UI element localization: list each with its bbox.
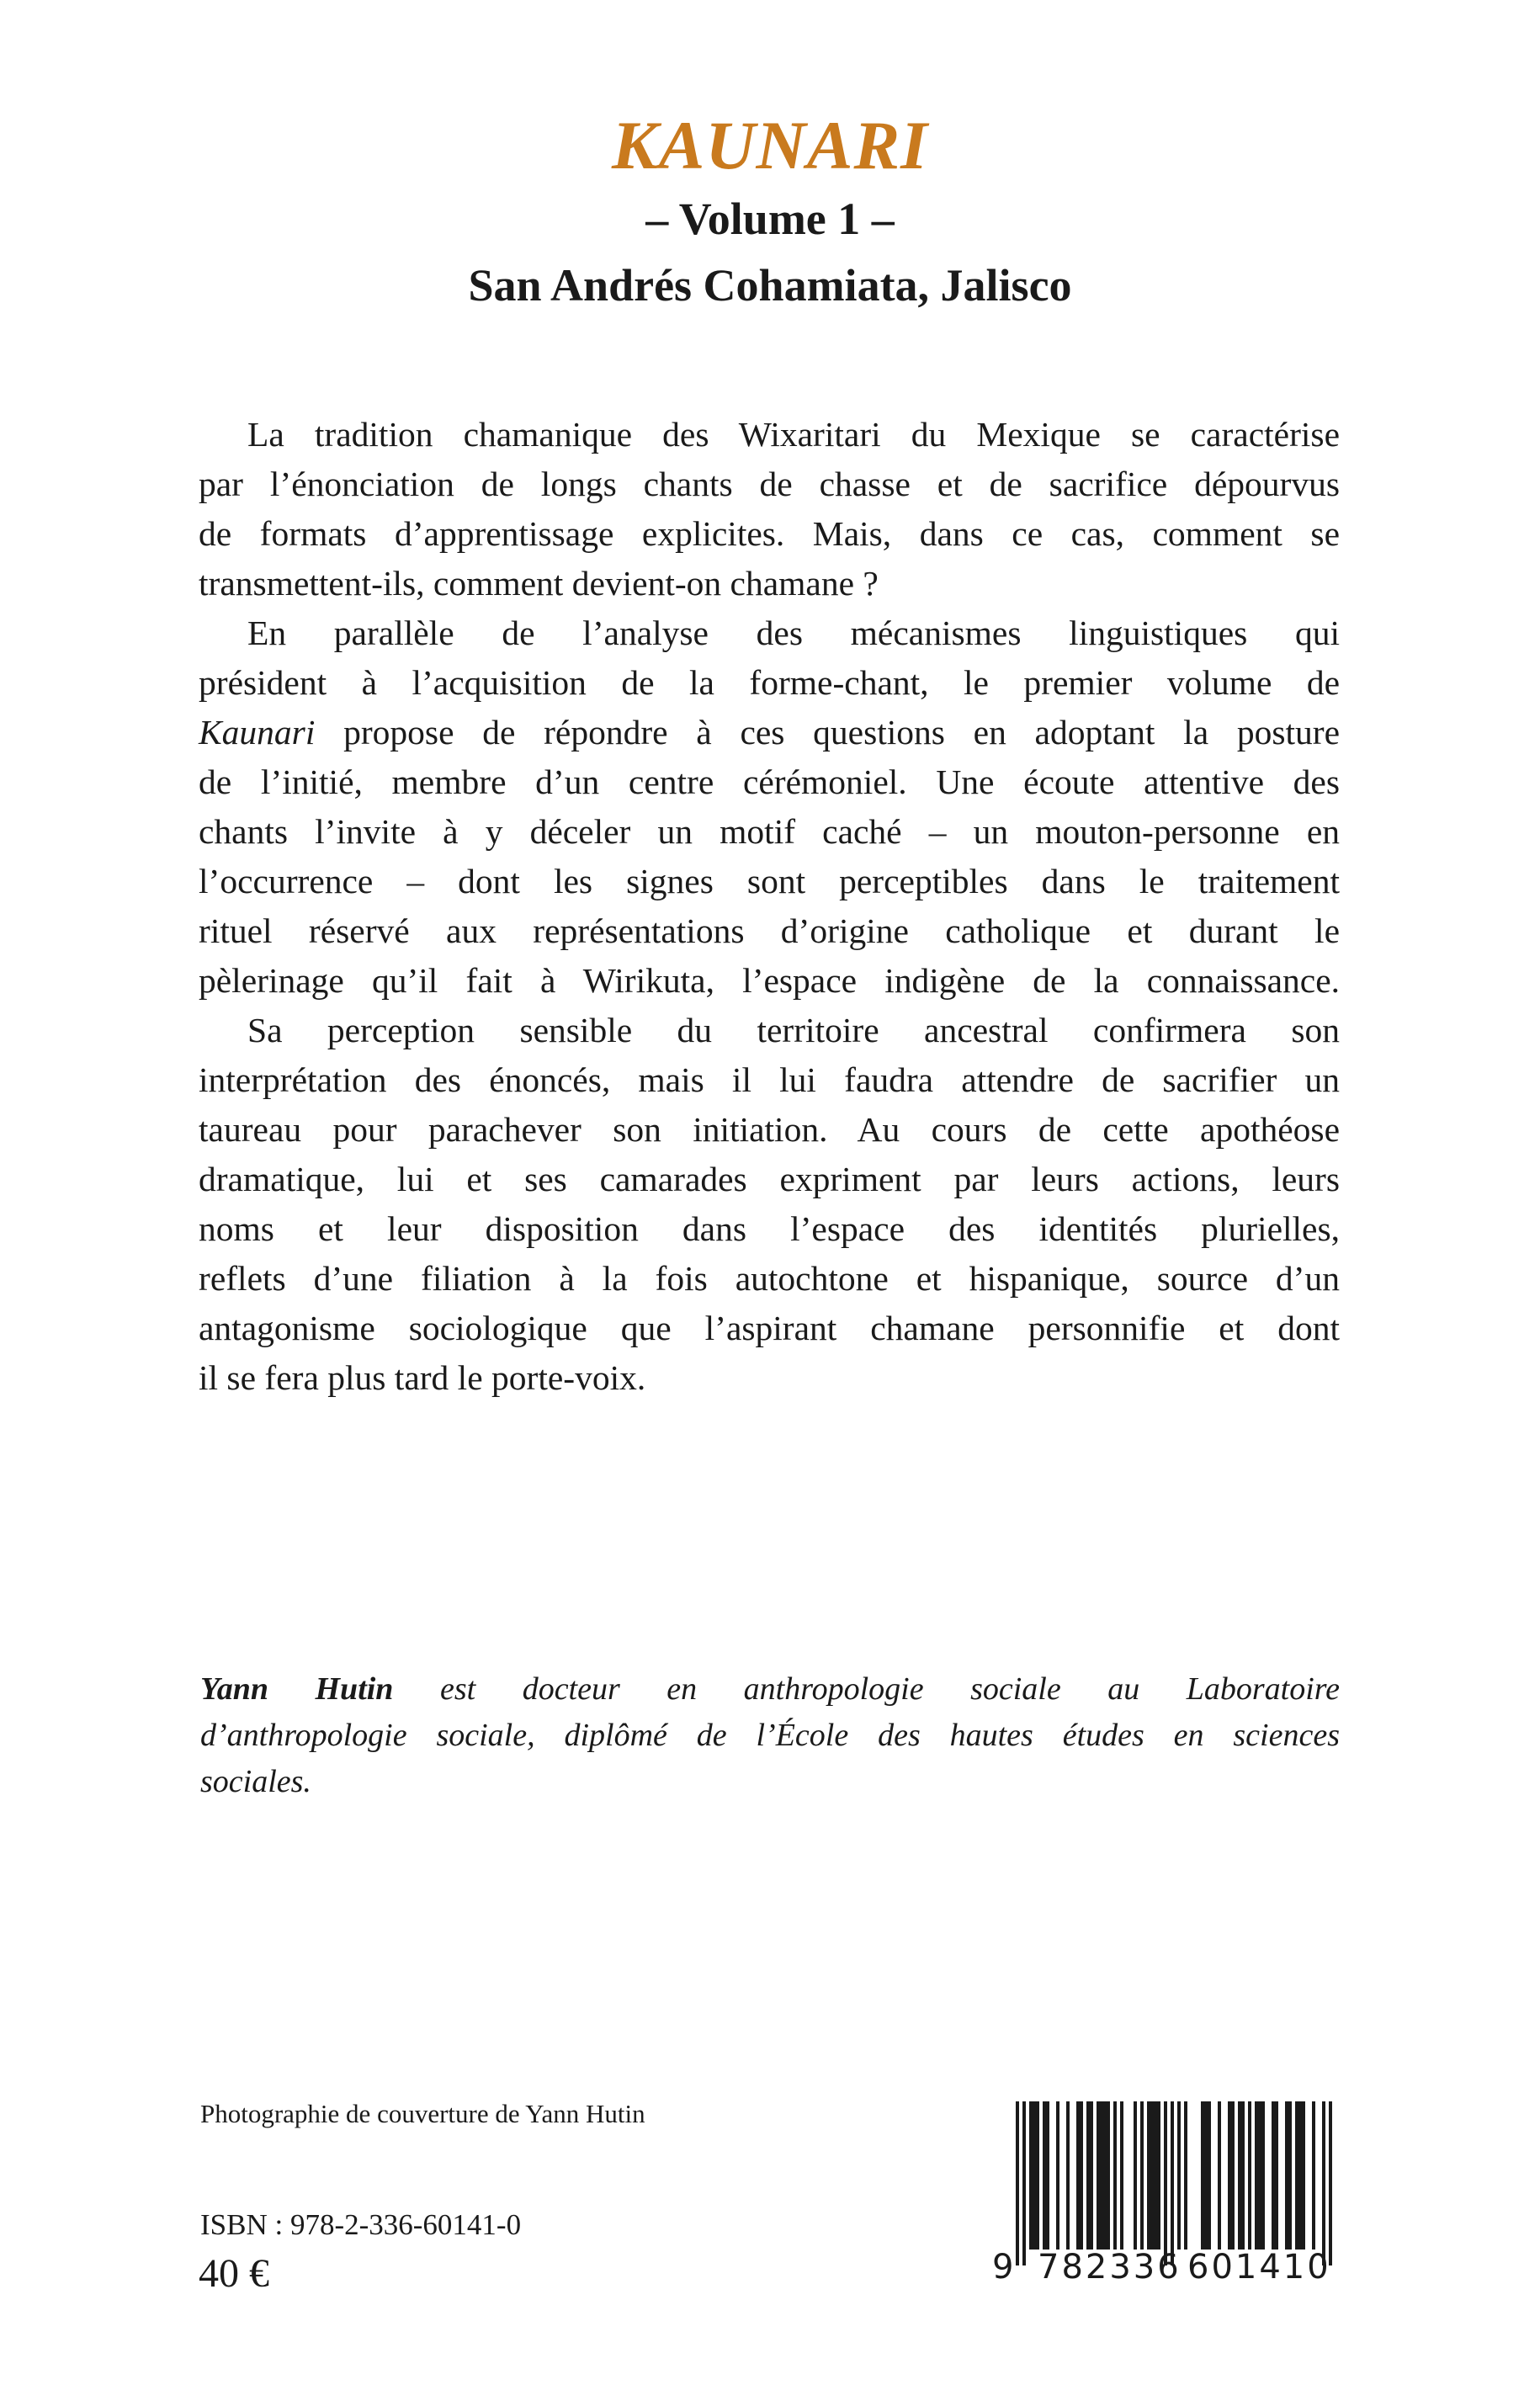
bio-line: sociales.	[200, 1764, 311, 1799]
isbn: ISBN : 978-2-336-60141-0	[200, 2208, 522, 2241]
book-title: KAUNARI	[611, 107, 929, 183]
text-line: Sa perception sensible du territoire ancestral confirmera son	[247, 1011, 1340, 1049]
text-line: de l’initié, membre d’un centre cérémoniel. Une écoute attentive des	[199, 762, 1340, 801]
price: 40 €	[199, 2251, 269, 2296]
text-line: taureau pour parachever son initiation. Au cours de cette apothéose	[199, 1110, 1340, 1149]
text-line: il se fera plus tard le porte-voix.	[199, 1358, 646, 1397]
text-line: La tradition chamanique des Wixaritari du Mexique se caractérise	[247, 415, 1340, 454]
bio-text: est docteur en anthropologie sociale au Laboratoire	[439, 1671, 1341, 1707]
text-line: chants l’invite à y déceler un motif caché – un mouton-personne en	[199, 812, 1340, 851]
text-line: l’occurrence – dont les signes sont perceptibles dans le traitement	[199, 862, 1340, 900]
photo-credit: Photographie de couverture de Yann Hutin	[200, 2099, 645, 2128]
summary-paragraph-1	[199, 410, 1340, 608]
text-line: dramatique, lui et ses camarades expriment par leurs actions, leurs	[199, 1160, 1340, 1198]
text-line: pèlerinage qu’il fait à Wirikuta, l’espace indigène de la connaissance.	[199, 961, 1340, 1000]
text-line: transmettent-ils, comment devient-on chamane ?	[199, 564, 879, 603]
bio-line	[200, 1666, 1340, 1713]
book-subtitle: San Andrés Cohamiata, Jalisco	[468, 260, 1072, 311]
summary-text	[199, 410, 1340, 1403]
barcode-first-digit: 9	[992, 2248, 1014, 2287]
text-line: président à l’acquisition de la forme-chant, le premier volume de	[199, 663, 1340, 702]
text-line: antagonisme sociologique que l’aspirant chamane personnifie et dont	[199, 1309, 1340, 1347]
text-line: noms et leur disposition dans l’espace des identités plurielles,	[199, 1209, 1340, 1248]
text-line: interprétation des énoncés, mais il lui faudra attendre de sacrifier un	[199, 1060, 1340, 1099]
barcode-right-digits: 601410	[1187, 2248, 1331, 2287]
text-line-with-italic	[199, 708, 1340, 757]
text-line-rest: propose de répondre à ces questions en adoptant la posture	[343, 713, 1341, 752]
text-line: reflets d’une filiation à la fois autochtone et hispanique, source d’un	[199, 1259, 1340, 1298]
barcode-left-digits: 782336	[1038, 2248, 1182, 2287]
volume-label: – Volume 1 –	[645, 194, 895, 244]
summary-paragraph-3	[199, 1006, 1340, 1403]
summary-paragraph-2	[199, 608, 1340, 1006]
text-line: rituel réservé aux représentations d’origine catholique et durant le	[199, 911, 1340, 950]
author-bio	[200, 1666, 1340, 1805]
text-line: par l’énonciation de longs chants de chasse et de sacrifice dépourvus	[199, 465, 1340, 503]
text-line: de formats d’apprentissage explicites. Mais, dans ce cas, comment se	[199, 514, 1340, 553]
bio-line: d’anthropologie sociale, diplômé de l’École des hautes études en sciences	[200, 1718, 1340, 1753]
italic-book-title: Kaunari	[199, 713, 316, 752]
author-name: Yann Hutin	[200, 1671, 394, 1707]
text-line: En parallèle de l’analyse des mécanismes linguistiques qui	[247, 614, 1340, 652]
